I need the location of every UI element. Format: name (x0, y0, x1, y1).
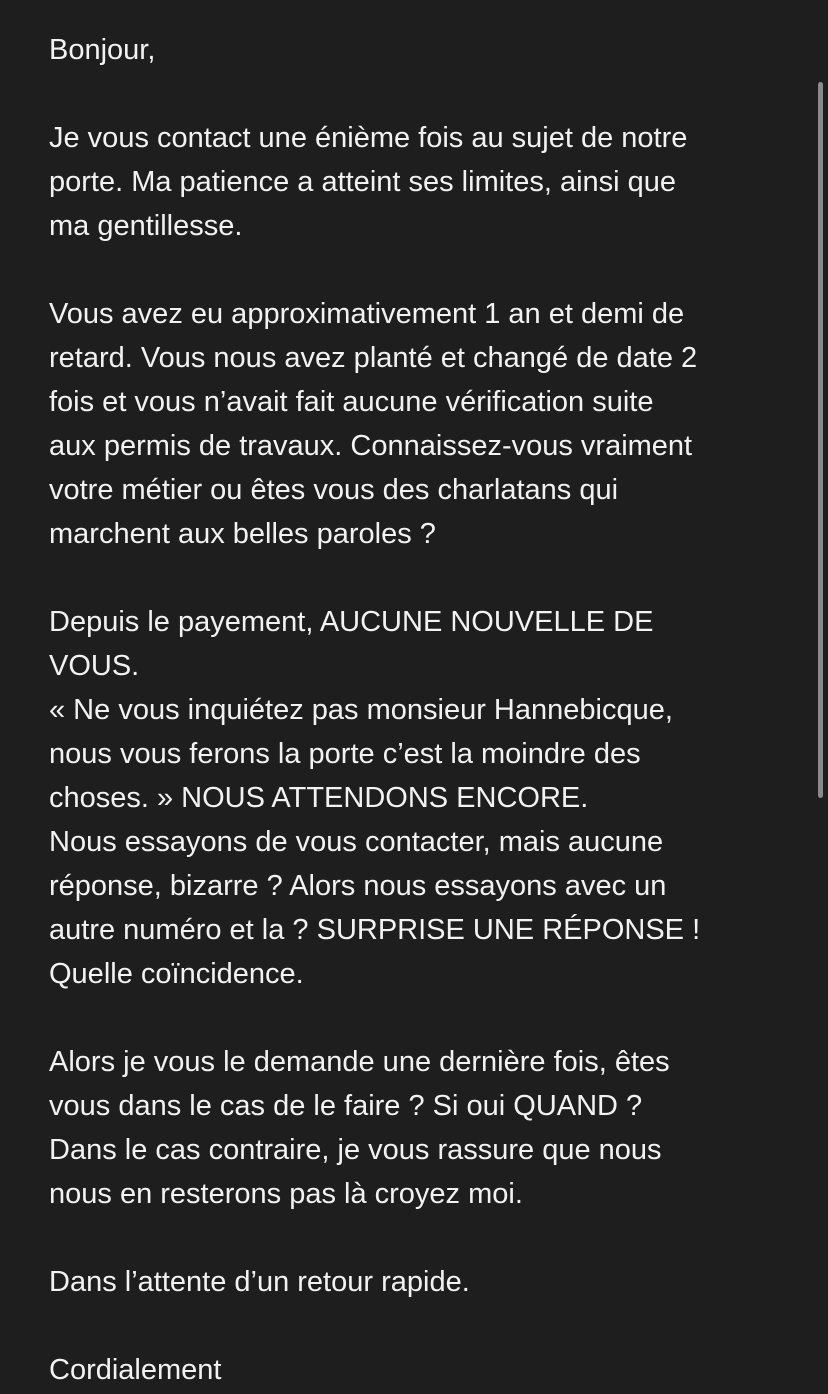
paragraph-2-line: fois et vous n’avait fait aucune vérification suite (49, 386, 654, 418)
paragraph-4-line: Alors je vous le demande une dernière fois, êtes (49, 1046, 670, 1078)
paragraph-1-line: ma gentillesse. (49, 210, 243, 242)
paragraph-spacer (49, 1304, 789, 1348)
paragraph-2-line: retard. Vous nous avez planté et changé de date 2 (49, 342, 698, 374)
paragraph-3-line: Depuis le payement, AUCUNE NOUVELLE DE (49, 606, 654, 638)
paragraph-4-line: nous en resterons pas là croyez moi. (49, 1178, 523, 1210)
paragraph-2-line: Vous avez eu approximativement 1 an et demi de (49, 298, 685, 330)
closing-request-line: Dans l’attente d’un retour rapide. (49, 1266, 470, 1298)
paragraph-2-line: marchent aux belles paroles ? (49, 518, 436, 550)
paragraph-3-line: choses. » NOUS ATTENDONS ENCORE. (49, 782, 589, 814)
paragraph-2-line: votre métier ou êtes vous des charlatans qui (49, 474, 619, 506)
paragraph-4-line: vous dans le cas de le faire ? Si oui QUAND ? (49, 1090, 643, 1122)
paragraph-1-line: porte. Ma patience a atteint ses limites, ainsi que (49, 166, 677, 198)
vertical-scrollbar[interactable] (818, 82, 823, 798)
email-message-body (49, 28, 789, 1392)
paragraph-3-line: « Ne vous inquiétez pas monsieur Hannebicque, (49, 694, 673, 726)
paragraph-spacer (49, 72, 789, 116)
paragraph-2-line: aux permis de travaux. Connaissez-vous vraiment (49, 430, 693, 462)
paragraph-3-line: Nous essayons de vous contacter, mais aucune (49, 826, 664, 858)
paragraph-3-line: réponse, bizarre ? Alors nous essayons avec un (49, 870, 667, 902)
paragraph-4-line: Dans le cas contraire, je vous rassure que nous (49, 1134, 662, 1166)
greeting-line: Bonjour, (49, 34, 156, 66)
paragraph-3-line: Quelle coïncidence. (49, 958, 304, 990)
paragraph-3-line: autre numéro et la ? SURPRISE UNE RÉPONSE ! (49, 914, 701, 946)
sign-off-line: Cordialement (49, 1354, 222, 1386)
paragraph-1-line: Je vous contact une énième fois au sujet de notre (49, 122, 688, 154)
paragraph-spacer (49, 248, 789, 292)
paragraph-3-line: nous vous ferons la porte c’est la moindre des (49, 738, 641, 770)
paragraph-spacer (49, 996, 789, 1040)
paragraph-spacer (49, 1216, 789, 1260)
paragraph-spacer (49, 556, 789, 600)
paragraph-3-line: VOUS. (49, 650, 140, 682)
